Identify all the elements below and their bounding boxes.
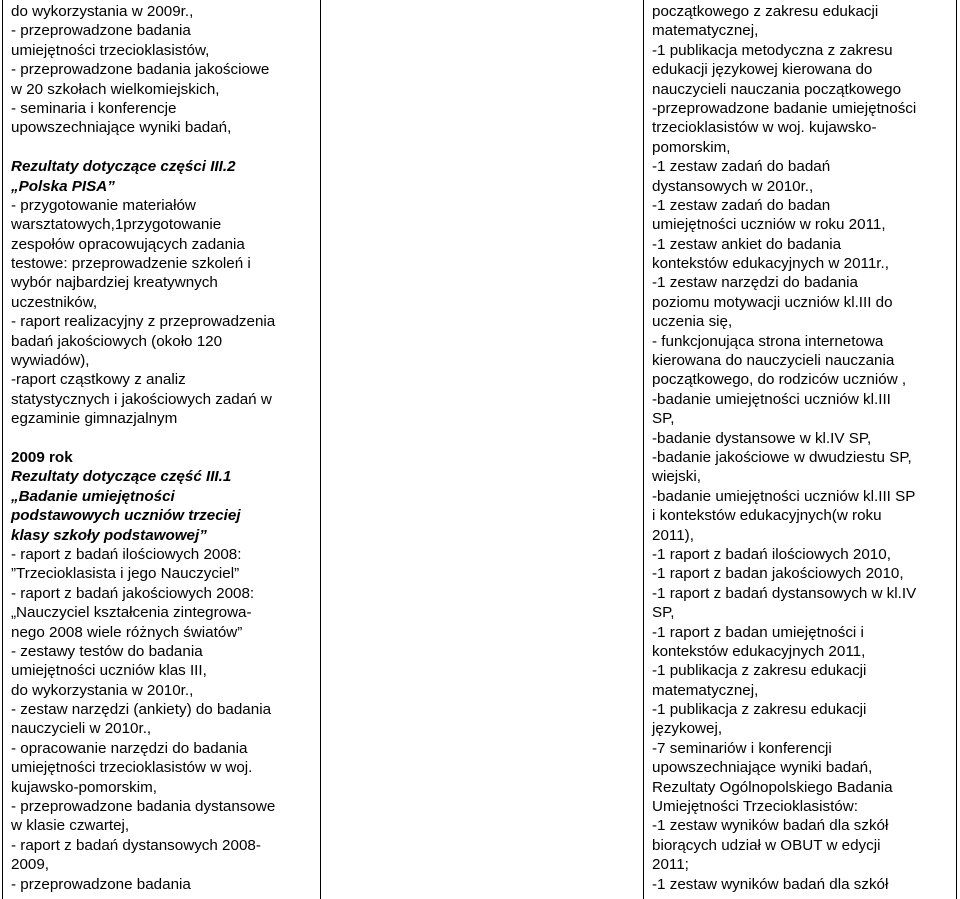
column-divider-2 [643,0,644,899]
text-line: matematycznej, [652,681,759,699]
text-line: umiejętności trzecioklasistów, [11,41,210,59]
text-line: kontekstów edukacyjnych 2011, [652,642,866,660]
text-line: -1 publikacja metodyczna z zakresu [652,41,893,59]
text-line: SP, [652,604,675,622]
text-line: kontekstów edukacyjnych w 2011r., [652,255,889,273]
text-line: pomorskim, [652,138,731,156]
text-line: biorących udział w OBUT w edycji [652,836,881,854]
text-line: - funkcjonująca strona internetowa [652,332,884,350]
section-heading-iii1: Rezultaty dotyczące część III.1 [11,468,232,486]
text-line: testowe: przeprowadzenie szkoleń i [11,255,251,273]
text-line: - zestawy testów do badania [11,642,203,660]
section-title-badanie [11,487,313,545]
text-line: 2009, [11,856,50,874]
text-line: -1 zestaw narzędzi do badania [652,274,859,292]
text-line: matematycznej, [652,22,759,40]
text-line: -1 raport z badań ilościowych 2010, [652,545,891,563]
text-line: do wykorzystania w 2010r., [11,681,194,699]
text-line: -1 raport z badań dystansowych w kl.IV [652,584,917,602]
text-line: -1 zestaw zadań do badan [652,196,831,214]
title-line: „Badanie umiejętności [11,487,175,505]
text-line: początkowego, do rodziców uczniów , [652,371,907,389]
text-line: uczenia się, [652,313,733,331]
text-line: egzaminie gimnazjalnym [11,410,178,428]
table-border-left [2,0,3,899]
text-line: „Nauczyciel kształcenia zintegrowa- [11,604,252,622]
text-line: uczestników, [11,293,98,311]
text-line: Umiejętności Trzecioklasistów: [652,798,858,816]
text-line: - seminaria i konferencje [11,99,177,117]
text-line: kujawsko-pomorskim, [11,778,158,796]
text-line: umiejętności trzecioklasistów w woj. [11,759,253,777]
text-line: w klasie czwartej, [11,817,130,835]
text-line: Rezultaty Ogólnopolskiego Badania [652,778,893,796]
text-line: upowszechniające wyniki badań, [652,759,873,777]
text-line: umiejętności uczniów w roku 2011, [652,216,886,234]
left-column [11,2,313,894]
section-heading-iii2: Rezultaty dotyczące części III.2 [11,158,236,176]
text-line: -badanie jakościowe w dwudziestu SP, [652,448,912,466]
text-line: SP, [652,410,675,428]
text-line: nego 2008 wiele różnych światów” [11,623,243,641]
year-heading: 2009 rok [11,448,73,466]
text-line: -badanie umiejętności uczniów kl.III SP [652,487,916,505]
spacer [11,429,313,448]
text-line: wywiadów), [11,352,90,370]
text-line: - przeprowadzone badania [11,22,191,40]
text-line: - przygotowanie materiałów [11,196,196,214]
text-line: i kontekstów edukacyjnych(w roku [652,507,882,525]
text-line: dystansowych w 2010r., [652,177,814,195]
text-line: poziomu motywacji uczniów kl.III do [652,293,893,311]
text-line: nauczycieli nauczania początkowego [652,80,902,98]
text-line: 2011; [652,856,689,874]
text-line: - przeprowadzone badania jakościowe [11,61,270,79]
text-line: statystycznych i jakościowych zadań w [11,390,272,408]
text-line: umiejętności uczniów klas III, [11,662,207,680]
text-line: warsztatowych,1przygotowanie [11,216,222,234]
text-line: -1 zestaw wyników badań dla szkół [652,817,889,835]
text-line: - raport z badań jakościowych 2008: [11,584,255,602]
text-line: 2011), [652,526,694,544]
text-line: -1 publikacja z zakresu edukacji [652,662,867,680]
block2 [11,196,313,429]
text-line: edukacji językowej kierowana do [652,61,873,79]
text-line: zespołów opracowujących zadania [11,235,245,253]
text-line: trzecioklasistów w woj. kujawsko- [652,119,877,137]
text-line: -1 zestaw zadań do badań [652,158,831,176]
text-line: -przeprowadzone badanie umiejętności [652,99,917,117]
text-line: -badanie umiejętności uczniów kl.III [652,390,891,408]
text-line: ”Trzecioklasista i jego Nauczyciel” [11,565,240,583]
text-line: badań jakościowych (około 120 [11,332,223,350]
text-line: -raport cząstkowy z analiz [11,371,186,389]
text-line: nauczycieli w 2010r., [11,720,152,738]
section-title-pisa: „Polska PISA” [11,177,115,195]
text-line: -1 zestaw wyników badań dla szkół [652,875,889,893]
text-line: - raport realizacyjny z przeprowadzenia [11,313,276,331]
block1 [11,2,313,138]
text-line: wiejski, [652,468,701,486]
text-line: kierowana do nauczycieli nauczania [652,352,895,370]
text-line: w 20 szkołach wielkomiejskich, [11,80,220,98]
spacer [11,138,313,157]
text-line: do wykorzystania w 2009r., [11,3,194,20]
text-line: początkowego z zakresu edukacji [652,3,879,20]
block3 [11,545,313,894]
text-line: -1 zestaw ankiet do badania [652,235,842,253]
text-line: - opracowanie narzędzi do badania [11,739,248,757]
text-line: -1 publikacja z zakresu edukacji [652,701,867,719]
text-line: - raport z badań dystansowych 2008- [11,836,261,854]
title-line: klasy szkoły podstawowej” [11,526,207,544]
text-line: - zestaw narzędzi (ankiety) do badania [11,701,272,719]
text-line: - raport z badań ilościowych 2008: [11,545,242,563]
text-line: -1 raport z badan umiejętności i [652,623,864,641]
text-line: upowszechniające wyniki badań, [11,119,232,137]
right-column [652,2,952,894]
text-line: językowej, [652,720,723,738]
text-line: wybór najbardziej kreatywnych [11,274,218,292]
table-border-right [956,0,957,899]
text-line: -7 seminariów i konferencji [652,739,832,757]
text-line: - przeprowadzone badania [11,875,191,893]
text-line: -1 raport z badan jakościowych 2010, [652,565,904,583]
title-line: podstawowych uczniów trzeciej [11,507,241,525]
column-divider-1 [320,0,321,899]
text-line: -badanie dystansowe w kl.IV SP, [652,429,872,447]
empty-middle-cell [322,0,642,899]
text-line: - przeprowadzone badania dystansowe [11,798,276,816]
